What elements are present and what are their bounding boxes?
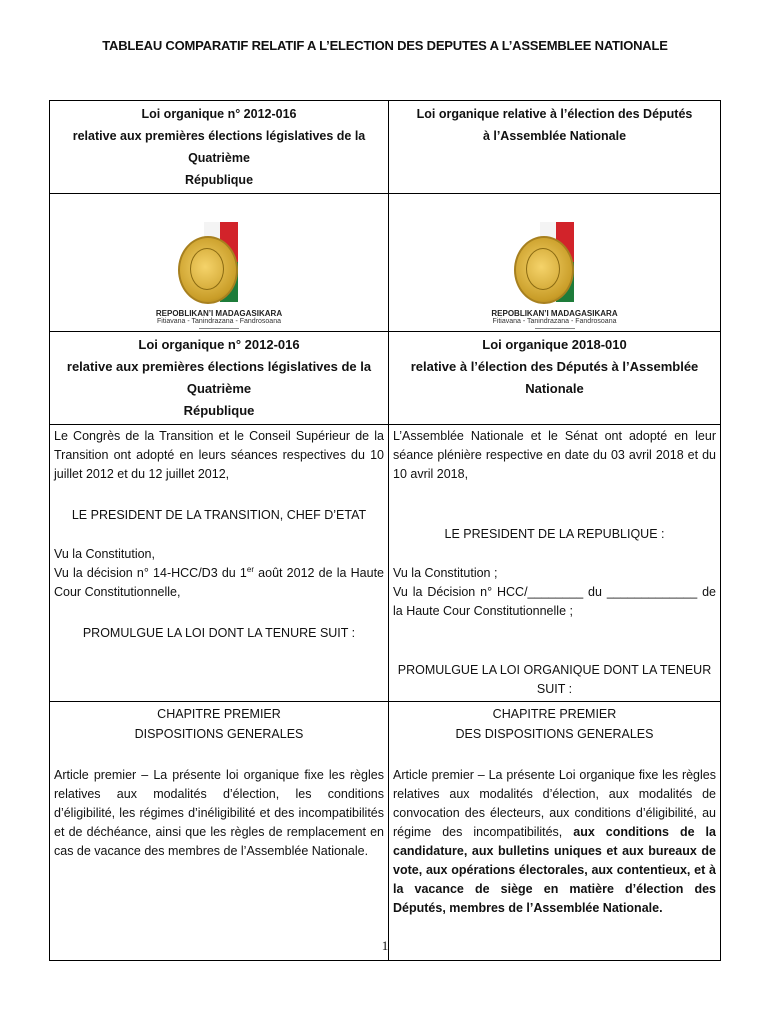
article-right-cell [389, 702, 721, 961]
seal-left-cell [50, 194, 389, 332]
article-row [50, 702, 721, 961]
right-chapter: CHAPITRE PREMIER [492, 707, 617, 721]
header-left-line2: relative aux premières élections législatives de la Quatrième [72, 129, 366, 165]
comparison-table [49, 100, 721, 961]
left-promulgue: PROMULGUE LA LOI DONT LA TENURE SUIT : [82, 626, 356, 640]
header-left-line3: République [184, 173, 254, 187]
seal-name: REPOBLIKAN’I MADAGASIKARA [155, 309, 283, 318]
right-chapter-title: DES DISPOSITIONS GENERALES [455, 727, 654, 741]
left-president: LE PRESIDENT DE LA TRANSITION, CHEF D’ETAT [71, 508, 367, 522]
seal-motto: Fitiavana - Tanindrazana - Fandrosoana [492, 318, 617, 325]
title-left-line1: Loi organique n° 2012-016 [138, 337, 300, 352]
title-right-line1: Loi organique 2018-010 [482, 337, 627, 352]
madagascar-seal-icon [174, 218, 264, 308]
seal-caption [393, 310, 716, 329]
title-left-line2: relative aux premières élections législatives de la Quatrième [66, 359, 372, 396]
article-left-cell [50, 702, 389, 961]
right-preamble: L’Assemblée Nationale et le Sénat ont adopté en leur séance plénière respective en date du 03 avril 2018 et du 10 avril 2018, [393, 429, 716, 481]
madagascar-seal-icon [510, 218, 600, 308]
left-article: Article premier – La présente loi organique fixe les règles relatives aux modalités d’élection, les conditions d’éligibilité, les régimes d’inéligibilité et des incompatibilités et de déchéance, ainsi que les règles de remplacement en cas de vacance des membres de l’Assemblée Nationale. [54, 768, 384, 858]
title-left-cell [50, 332, 389, 425]
right-vu-decision: Vu la Décision n° HCC/________ du _____________ de la Haute Cour Constitutionnelle ; [393, 585, 716, 618]
seal-motto: Fitiavana - Tanindrazana - Fandrosoana [156, 318, 281, 325]
right-vu-constitution: Vu la Constitution ; [393, 566, 498, 580]
left-vu-decision-sup: er [246, 564, 254, 574]
header-left-cell [50, 101, 389, 194]
title-right-cell [389, 332, 721, 425]
left-preamble: Le Congrès de la Transition et le Conseil Supérieur de la Transition ont adopté en leurs séances respectives du 10 juillet 2012 et du 12 juillet 2012, [54, 429, 384, 481]
right-article [393, 766, 716, 958]
left-vu-constitution: Vu la Constitution, [54, 547, 155, 561]
title-left-line3: République [183, 403, 255, 418]
left-chapter-title: DISPOSITIONS GENERALES [134, 727, 304, 741]
seal-right-cell [389, 194, 721, 332]
left-chapter: CHAPITRE PREMIER [157, 707, 281, 721]
header-right-line2: à l’Assemblée Nationale [482, 129, 627, 143]
header-right-line1: Loi organique relative à l’élection des Députés [416, 107, 693, 121]
header-row [50, 101, 721, 194]
header-right-cell [389, 101, 721, 194]
left-vu-decision-a: Vu la décision n° 14-HCC/D3 du 1 [54, 566, 247, 580]
titles-row [50, 332, 721, 425]
page-title: TABLEAU COMPARATIF RELATIF A L’ELECTION DES DEPUTES A L’ASSEMBLEE NATIONALE [102, 38, 668, 53]
page-number: 1 [381, 938, 389, 953]
seal-caption [54, 310, 384, 329]
right-article-bold: aux conditions de la candidature, aux bulletins uniques et aux bureaux de vote, aux opérations électorales, aux contentieux, et à la vacance de siège en matière d’élection des Députés, membres de l’Assemblée Nationale. [393, 825, 716, 915]
right-article-plain: Article premier – La présente Loi organique fixe les règles relatives aux modalités d’élection, aux modalités de convocation des électeurs, aux conditions d’éligibilité, au régime des incompatibilités, [393, 768, 716, 839]
seal-name: REPOBLIKAN’I MADAGASIKARA [491, 309, 618, 318]
header-left-line1: Loi organique n° 2012-016 [141, 107, 297, 121]
title-right-line2: relative à l’élection des Députés à l’Assemblée Nationale [410, 359, 699, 396]
right-promulgue: PROMULGUE LA LOI ORGANIQUE DONT LA TENEUR SUIT : [397, 663, 712, 696]
preamble-left-cell [50, 425, 389, 702]
right-president: LE PRESIDENT DE LA REPUBLIQUE : [444, 527, 665, 541]
left-vu-decision-b: août 2012 de la Haute Cour Constitutionnelle, [54, 566, 384, 599]
left-vu-decision [54, 564, 384, 602]
preamble-row [50, 425, 721, 702]
preamble-right-cell [389, 425, 721, 702]
seal-row [50, 194, 721, 332]
